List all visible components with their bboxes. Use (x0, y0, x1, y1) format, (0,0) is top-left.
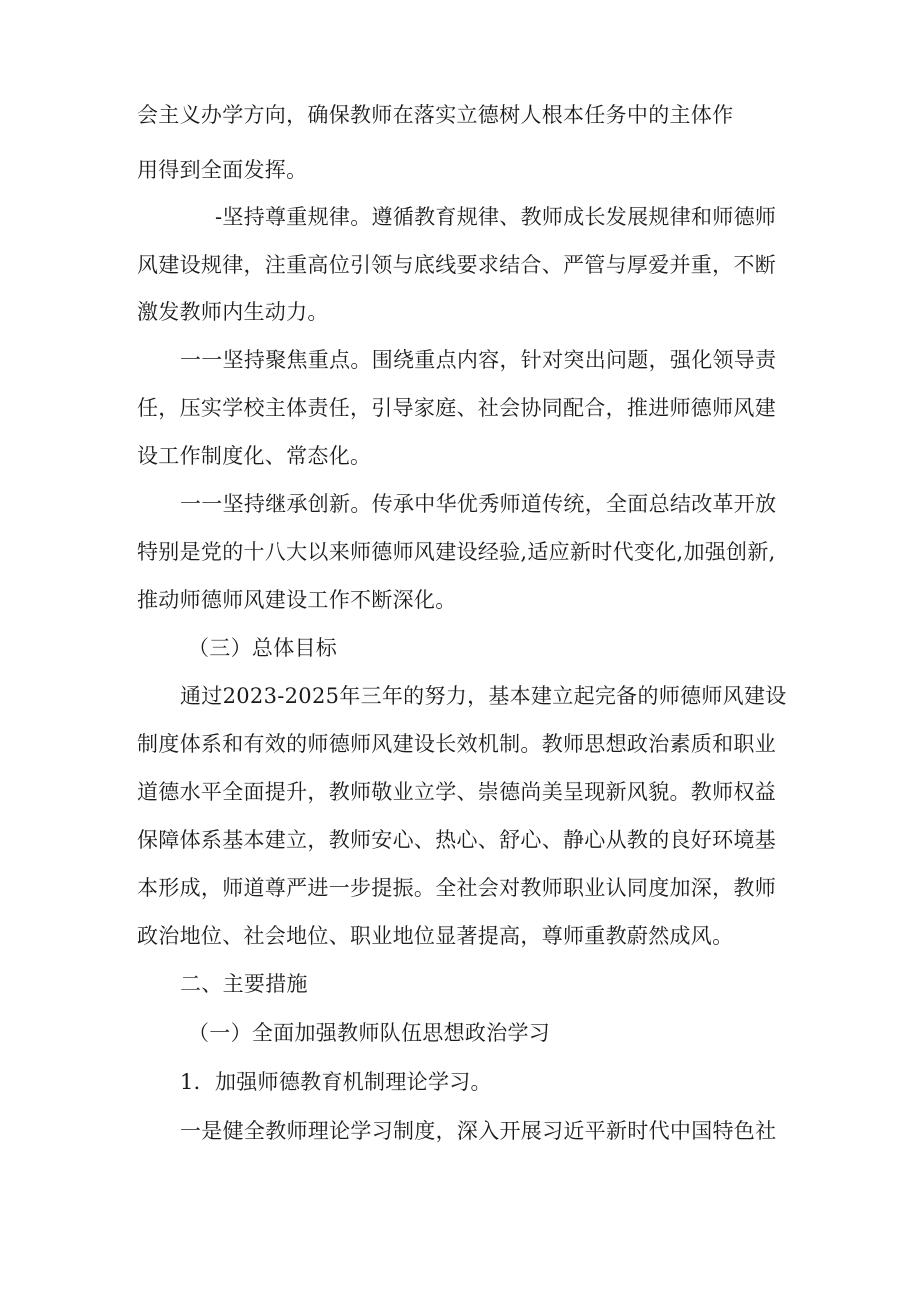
text-line: 道德水平全面提升，教师敬业立学、崇德尚美呈现新风貌。教师权益 (137, 780, 776, 804)
text-line: 通过2023-2025年三年的努力，基本建立起完备的师德师风建设 (180, 684, 787, 708)
text-line: 一一坚持继承创新。传承中华优秀师道传统，全面总结改革开放 (180, 492, 777, 516)
text-line: 任，压实学校主体责任，引导家庭、社会协同配合，推进师德师风建 (137, 396, 776, 420)
subsection-heading: （一）全面加强教师队伍思想政治学习 (188, 1021, 551, 1045)
text-line: 特别是党的十八大以来师德师风建设经验,适应新时代变化,加强创新, (137, 540, 776, 564)
section-heading: 二、主要措施 (180, 972, 308, 996)
text-line: -坚持尊重规律。遵循教育规律、教师成长发展规律和师德师 (215, 205, 777, 229)
text-line: 制度体系和有效的师德师风建设长效机制。教师思想政治素质和职业 (137, 732, 776, 756)
text-line: 激发教师内生动力。 (137, 300, 329, 324)
text-line: 保障体系基本建立，教师安心、热心、舒心、静心从教的良好环境基 (137, 828, 776, 852)
text-line: 推动师德师风建设工作不断深化。 (137, 588, 457, 612)
text-line: 一是健全教师理论学习制度，深入开展习近平新时代中国特色社 (180, 1119, 777, 1143)
text-line: 会主义办学方向，确保教师在落实立德树人根本任务中的主体作 (137, 103, 734, 127)
text-line: 风建设规律，注重高位引领与底线要求结合、严管与厚爱并重，不断 (137, 253, 776, 277)
text-line: 本形成，师道尊严进一步提振。全社会对教师职业认同度加深，教师 (137, 876, 776, 900)
text-line: 政治地位、社会地位、职业地位显著提高，尊师重教蔚然成风。 (137, 924, 734, 948)
item-heading: 1．加强师德教育机制理论学习。 (180, 1070, 492, 1094)
text-line: 用得到全面发挥。 (137, 158, 308, 182)
text-line: 一一坚持聚焦重点。围绕重点内容，针对突出问题，强化领导责 (180, 348, 777, 372)
section-heading: （三）总体目标 (188, 636, 338, 660)
text-line: 设工作制度化、常态化。 (137, 444, 372, 468)
